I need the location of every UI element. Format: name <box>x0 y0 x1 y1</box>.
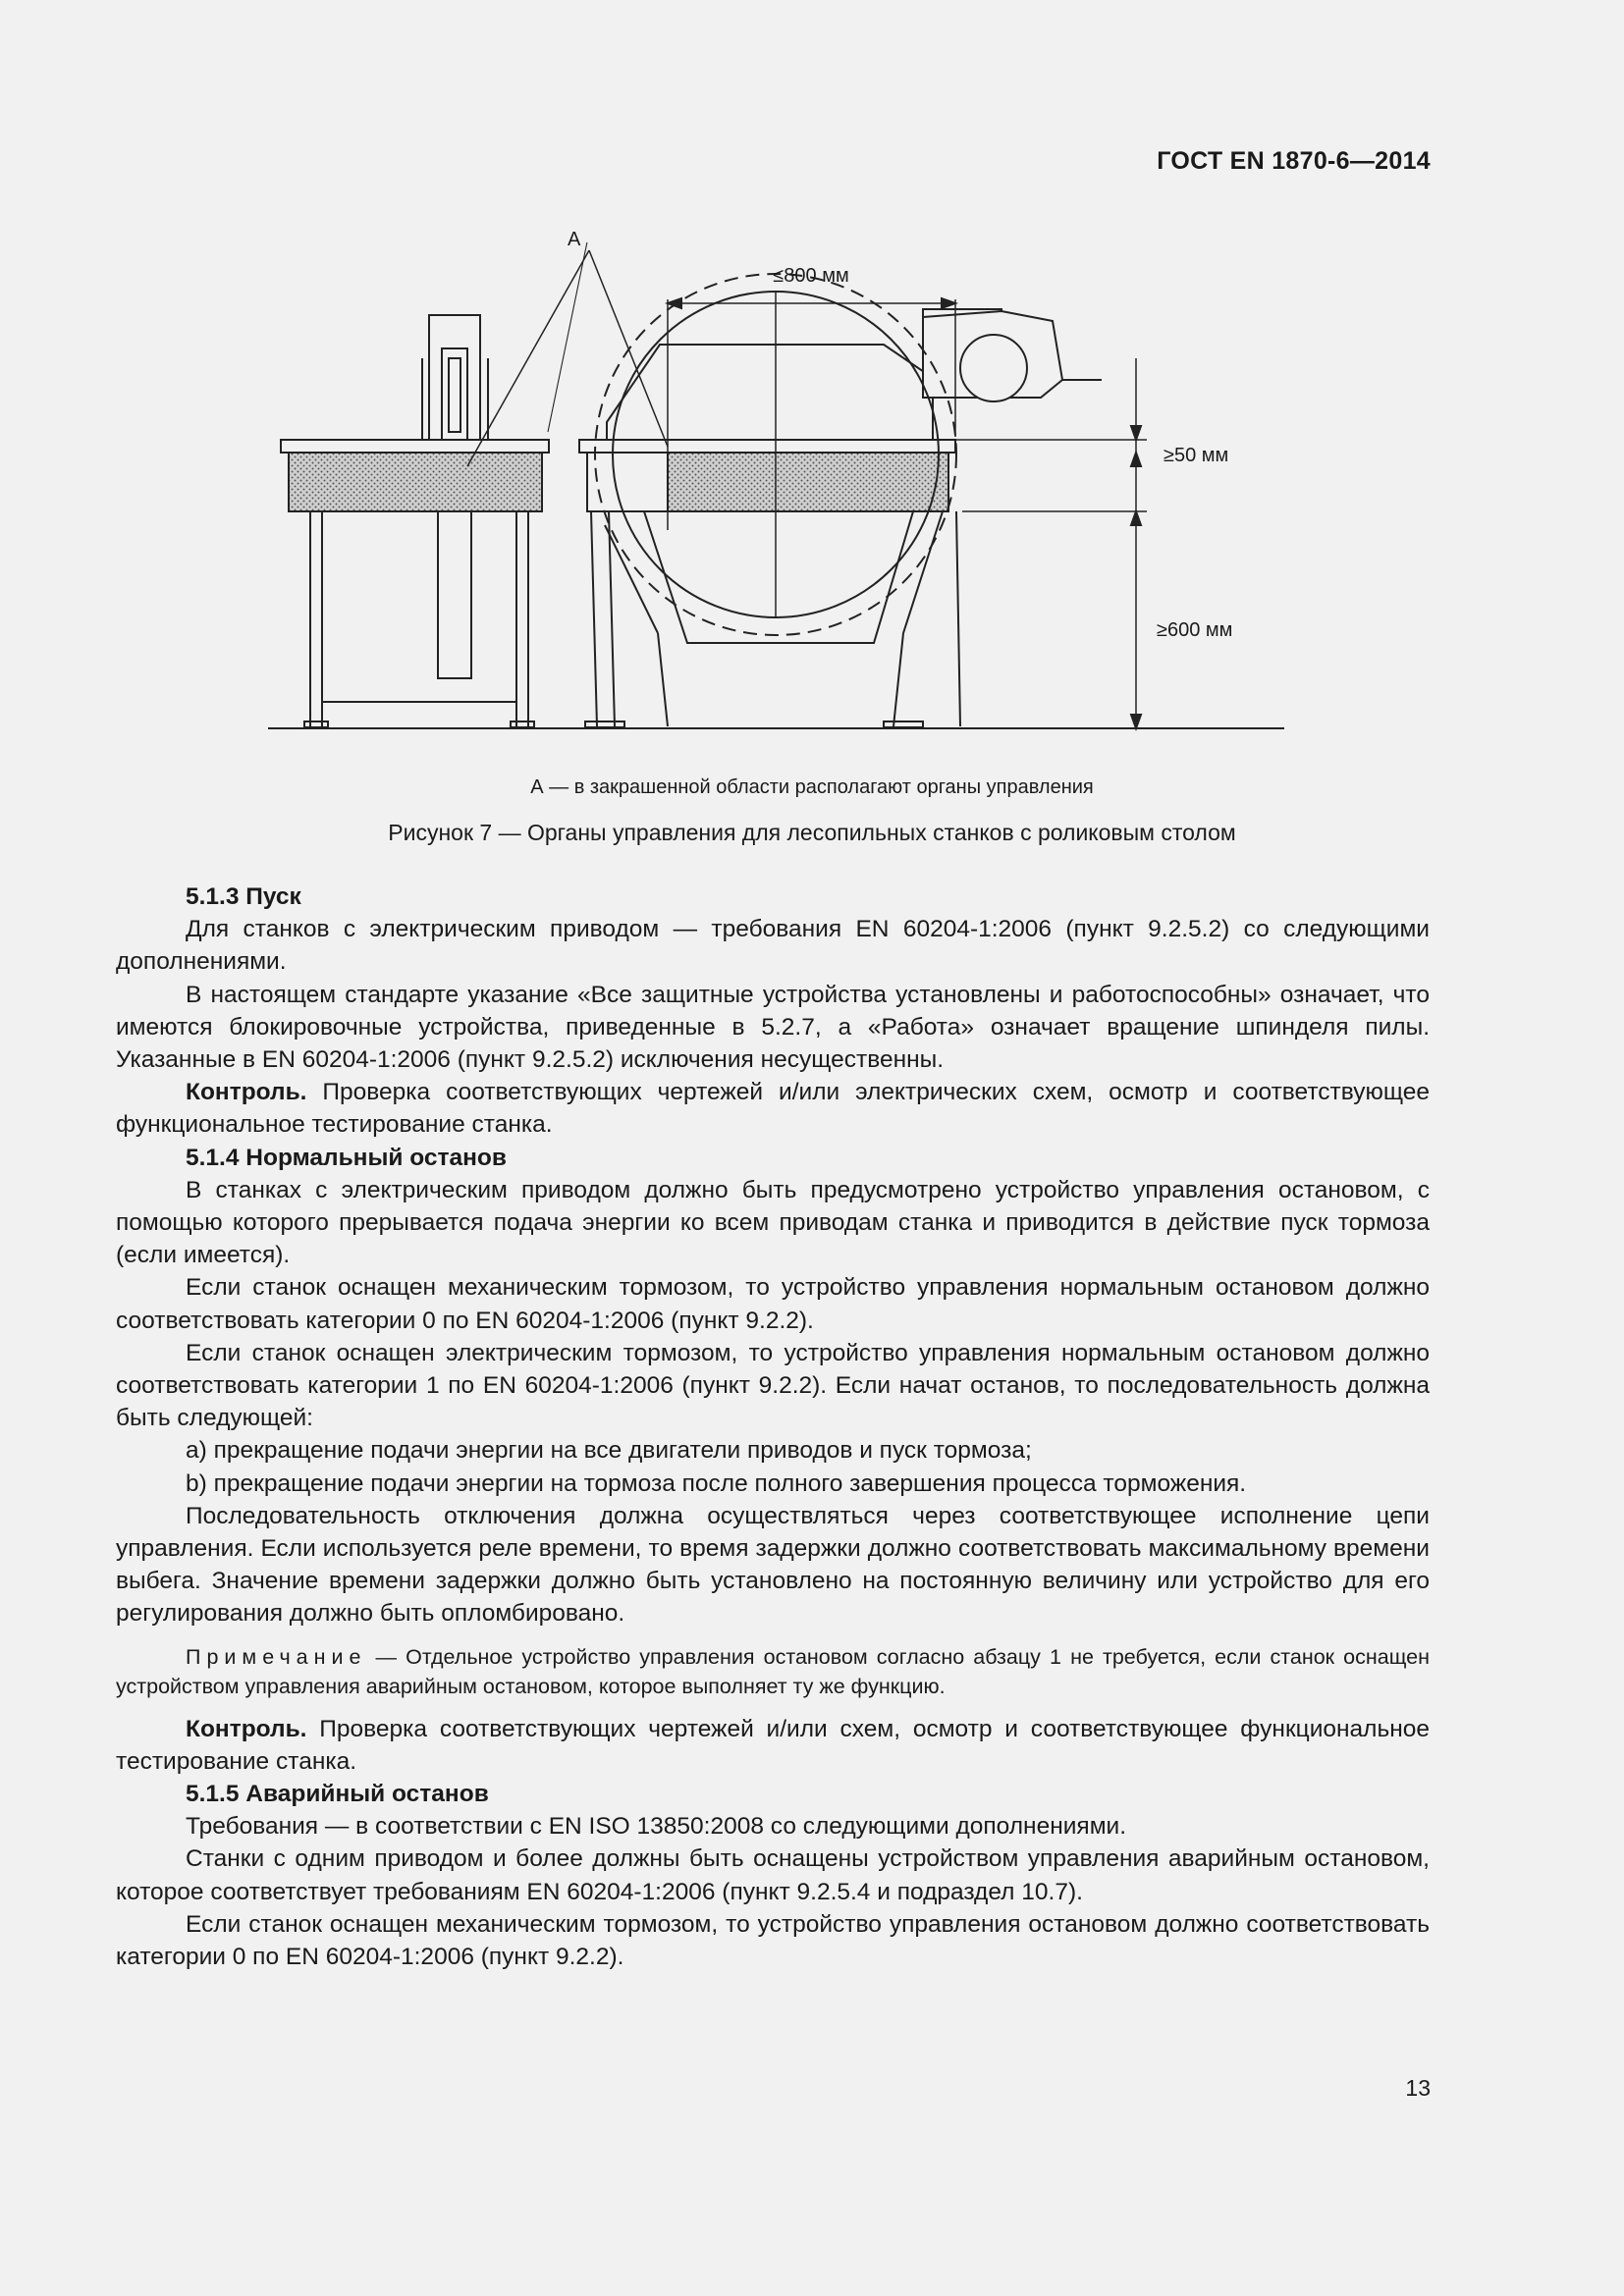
paragraph: В настоящем стандарте указание «Все защитные устройства установлены и работоспособны» означает, что имеются блокировочные устройства, приведенные в 5.2.7, а «Работа» означает вращение шпинделя пилы. Указанные в EN 60204-1:2006 (пункт 9.2.5.2) исключения несущественны. <box>116 981 1430 1074</box>
dimension-width-label: ≤800 мм <box>773 265 849 287</box>
roller-table-saw-diagram <box>255 229 1316 741</box>
paragraph: Если станок оснащен механическим тормозом, то устройство управления остановом должно соответствовать категории 0 по EN 60204-1:2006 (пункт 9.2.2). <box>116 1910 1430 1971</box>
paragraph: В станках с электрическим приводом должно быть предусмотрено устройство управления остановом, с помощью которого прерывается подача энергии ко всем приводам станка и приводится в действие пуск тормоза (если имеется). <box>116 1176 1430 1269</box>
section-5-1-4-heading: 5.1.4 Нормальный останов <box>186 1144 507 1171</box>
paragraph: Последовательность отключения должна осуществляться через соответствующее исполнение цепи управления. Если используется реле времени, то время задержки должно соответствовать максимальному времени выбега. Значение времени задержки должно быть установлено на постоянную величину или устройство для его регулирования должно быть опломбировано. <box>116 1502 1430 1628</box>
section-5-1-3-heading: 5.1.3 Пуск <box>186 883 301 910</box>
paragraph: Станки с одним приводом и более должны быть оснащены устройством управления аварийным остановом, которое соответствует требованиям EN 60204-1:2006 (пункт 9.2.5.4 и подраздел 10.7). <box>116 1845 1430 1905</box>
figure-7-drawing <box>255 229 1316 741</box>
document-id-header: ГОСТ EN 1870-6—2014 <box>1157 147 1431 175</box>
paragraph: Для станков с электрическим приводом — требования EN 60204-1:2006 (пункт 9.2.5.2) со следующими дополнениями. <box>116 916 1430 976</box>
control-label: Контроль. <box>186 1715 307 1742</box>
control-text: Проверка соответствующих чертежей и/или схем, осмотр и соответствующее функциональное тестирование станка. <box>116 1715 1430 1775</box>
paragraph <box>116 1713 1430 1778</box>
section-5-1-5-heading: 5.1.5 Аварийный останов <box>186 1781 489 1808</box>
note-text: — Отдельное устройство управления остановом согласно абзацу 1 не требуется, если станок оснащен устройством управления аварийным остановом, которое выполняет ту же функцию. <box>116 1644 1430 1698</box>
note-label: Примечание <box>186 1644 367 1669</box>
dimension-height-bottom-label: ≥600 мм <box>1157 619 1233 641</box>
list-item: b) прекращение подачи энергии на тормоза после полного завершения процесса торможения. <box>186 1469 1247 1497</box>
paragraph <box>116 1076 1430 1141</box>
page-number: 13 <box>1405 2075 1431 2101</box>
dimension-height-top-label: ≥50 мм <box>1164 445 1229 466</box>
paragraph: Если станок оснащен механическим тормозом, то устройство управления нормальным остановом должно соответствовать категории 0 по EN 60204-1:2006 (пункт 9.2.2). <box>116 1274 1430 1334</box>
control-text: Проверка соответствующих чертежей и/или электрических схем, осмотр и соответствующее функциональное тестирование станка. <box>116 1079 1430 1139</box>
paragraph: Если станок оснащен электрическим тормозом, то устройство управления нормальным остановом должно соответствовать категории 1 по EN 60204-1:2006 (пункт 9.2.2). Если начат останов, то последовательность должна быть следующей: <box>116 1339 1430 1432</box>
note <box>116 1642 1430 1701</box>
figure-caption: Рисунок 7 — Органы управления для лесопильных станков с роликовым столом <box>388 820 1236 845</box>
list-item: а) прекращение подачи энергии на все двигатели приводов и пуск тормоза; <box>186 1437 1032 1465</box>
figure-note: А — в закрашенной области располагают органы управления <box>530 776 1094 798</box>
control-label: Контроль. <box>186 1079 307 1106</box>
control-area-right <box>668 453 948 511</box>
callout-a-label: А <box>568 229 581 250</box>
paragraph: Требования — в соответствии с EN ISO 13850:2008 со следующими дополнениями. <box>186 1813 1127 1841</box>
document-body <box>116 881 1430 1973</box>
control-area-left <box>289 453 542 511</box>
